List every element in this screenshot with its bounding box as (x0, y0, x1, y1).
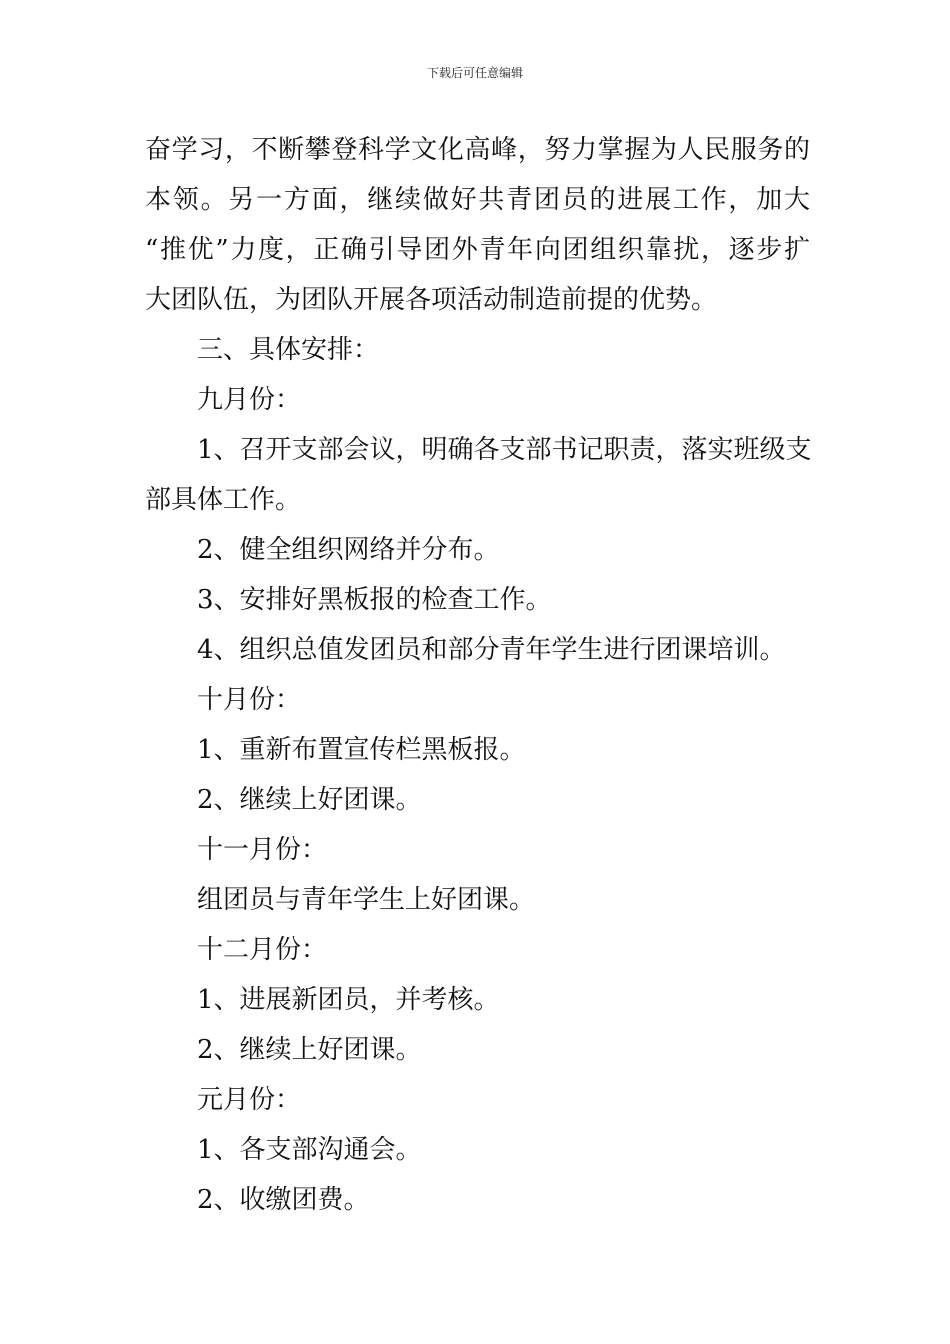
list-item: 1、进展新团员，并考核。 (197, 985, 500, 1015)
paragraph-line: 奋学习，不断攀登科学文化高峰，努力掌握为人民服务的 (145, 135, 810, 165)
month-heading-september: 九月份： (197, 385, 302, 415)
paragraph-line: “推优”力度，正确引导团外青年向团组织靠扰，逐步扩 (145, 235, 810, 265)
list-item: 2、收缴团费。 (197, 1185, 370, 1215)
month-heading-january: 元月份： (197, 1085, 302, 1115)
list-item: 3、安排好黑板报的检查工作。 (197, 585, 552, 615)
list-item-line: 部具体工作。 (145, 485, 302, 515)
list-item: 2、继续上好团课。 (197, 1035, 422, 1065)
list-item: 组团员与青年学生上好团课。 (197, 885, 536, 915)
intro-paragraph (145, 125, 810, 325)
list-item (145, 425, 810, 525)
page-header: 下载后可任意编辑 (426, 66, 523, 80)
list-item: 4、组织总值发团员和部分青年学生进行团课培训。 (197, 635, 786, 665)
month-heading-november: 十一月份： (197, 835, 328, 865)
paragraph-line: 大团队伍，为团队开展各项活动制造前提的优势。 (145, 285, 718, 315)
month-heading-october: 十月份： (197, 685, 302, 715)
list-item: 2、继续上好团课。 (197, 785, 422, 815)
list-item: 2、健全组织网络并分布。 (197, 535, 500, 565)
list-item: 1、重新布置宣传栏黑板报。 (197, 735, 526, 765)
month-heading-december: 十二月份： (197, 935, 328, 965)
document-body (145, 125, 810, 1225)
paragraph-line: 本领。另一方面，继续做好共青团员的进展工作，加大 (145, 185, 810, 215)
list-item: 1、各支部沟通会。 (197, 1135, 422, 1165)
section-heading: 三、具体安排： (197, 335, 380, 365)
list-item-line: 1、召开支部会议，明确各支部书记职责，落实班级支 (197, 435, 812, 465)
